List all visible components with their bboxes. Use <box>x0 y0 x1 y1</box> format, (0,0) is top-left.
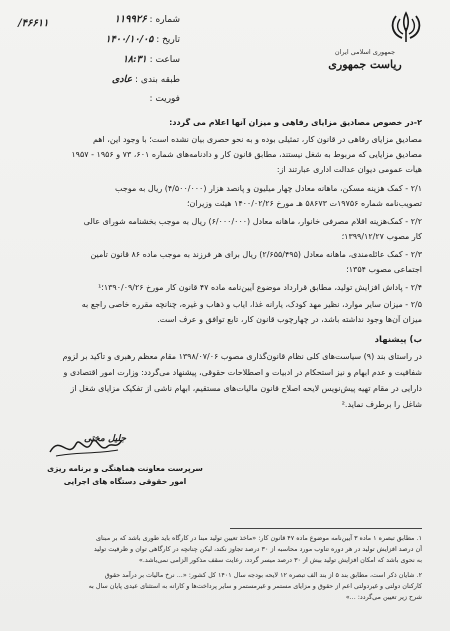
urgency-label: فوریت : <box>149 94 180 104</box>
number-value: ۱۱۹۹۲۶ <box>114 14 147 25</box>
classification-value: عادی <box>111 74 133 85</box>
footnote-line: کارکنان دولتی و غیردولتی اعم از حقوق و مزایای مستمر و غیرمستمر و سایر پرداخت‌ها و کارانه به استثنای عیدی پایان سال به <box>88 582 422 590</box>
item-line: ۲/۴ - پاداش افزایش تولید، مطابق قرارداد موضوع آیین‌نامه ماده ۴۷ قانون کار مورخ ۱۳۹۰/۰۹/۲۶؛¹ <box>98 283 422 292</box>
intro-line: مصادیق مزایای رفاهی در قانون کار، تمثیلی بوده و به نحو حصری بیان نشده است؛ با وجود این، اهم <box>92 135 422 144</box>
item-line: ۲/۲ - کمک‌هزینه اقلام مصرفی خانوار، ماهانه معادل (۶/۰۰۰/۰۰۰) ریال به موجب بخشنامه شورای عالی <box>83 217 422 226</box>
proposal-line: دارایی در مقام تهیه پیش‌نویس لایحه اصلاح قانون مالیات‌های مستقیم، ابهام ناشی از تفکیک مزایای شغل از <box>70 384 422 393</box>
item-line: میزان آن‌ها وجود نداشته باشد، در چهارچوب قانون کار، تابع توافق و عرف است. <box>157 315 422 324</box>
signature <box>40 430 210 500</box>
date-label: تاریخ : <box>156 35 180 45</box>
signatory-title-1: سرپرست معاونت هماهنگی و برنامه ریزی <box>47 464 203 473</box>
proposal-line: شفافیت و عدم ابهام و نیز استحکام در ادبیات و اصطلاحات حقوقی، پیشنهاد می‌گردد: وزارت امور اقتصادی و <box>63 368 422 377</box>
item-line: کار مصوب ۱۳۹۹/۱۲/۲۷؛ <box>341 232 422 241</box>
date-value: ۱۴۰۰/۱۰/۰۵ <box>105 34 154 45</box>
signatory-name: جلیل مختی <box>83 434 127 444</box>
signatory-title-2: امور حقوقی دستگاه های اجرایی <box>63 477 187 486</box>
time-value: ۱۸:۳۱ <box>122 54 147 65</box>
classification-field <box>60 74 180 85</box>
item-line: اجتماعی مصوب ۱۳۵۴؛ <box>346 265 422 274</box>
proposal-title: ب) پیشنهاد <box>374 335 422 345</box>
iran-emblem-icon <box>384 10 428 46</box>
time-label: ساعت : <box>149 55 180 65</box>
intro-line: مصادیق مزایایی که مربوط به شغل نیستند، مطابق قانون کار و دادنامه‌های شماره ۶۰۱، ۷۳ و ۱۹۵۶ - ۱۹۵۷ <box>71 150 422 159</box>
time-field <box>60 54 180 65</box>
classification-label: طبقه بندی : <box>135 75 180 85</box>
date-field <box>60 34 180 45</box>
urgency-field <box>60 94 180 104</box>
org-line-1: جمهوری اسلامی ایران <box>334 48 396 56</box>
footnote-line: به نحوی باشد که امکان افزایش تولید بیش از ۳۰ درصد میسر گردد، رعایت سقف مذکور الزامی نمی‌باشد.» <box>138 556 422 564</box>
corner-number: ۴۶۶۱۱/ <box>18 18 49 29</box>
item-line: تصویب‌نامه شماره ۱۹۷۵۶ت ۵۸۶۷۳ هـ مورخ ۱۴۰۰/۰۲/۲۶ هیئت وزیران؛ <box>187 199 422 208</box>
footnote-line: آن درصد افزایش تولید در هر دوره تناوب مورد محاسبه از ۳۰ درصد تجاوز نکند، لیکن چنانچه در کارگاهی توان و ظرفیت تولید <box>93 545 422 553</box>
section-title: ۲-در خصوص مصادیق مزایای رفاهی و میزان آنها اعلام می گردد: <box>169 118 422 127</box>
footnote-line: شرح زیر تعیین می‌گردد: ...» <box>345 593 422 601</box>
intro-line: هیأت عمومی دیوان عدالت اداری عبارتند از: <box>276 165 422 174</box>
item-line: ۲/۳ - کمک عائله‌مندی، ماهانه معادل (۲/۶۵۵/۴۹۵) ریال برای هر فرزند به موجب ماده ۸۶ قانون تأمین <box>90 250 422 259</box>
footnote-line: ۱. مطابق تبصره ۱ ماده ۳ آیین‌نامه موضوع ماده ۴۷ قانون کار: «ماخذ تعیین تولید مبنا در کارگاه باید طوری باشد که بر مبنای <box>96 534 422 542</box>
footnote-line: ۲. شایان ذکر است، مطابق بند ۵ از بند الف تبصره ۱۲ لایحه بودجه سال ۱۴۰۱ کل کشور: «... نرخ مالیات بر درآمد حقوق <box>104 571 422 579</box>
item-line: ۲/۱ - کمک هزینه مسکن، ماهانه معادل چهار میلیون و پانصد هزار (۴/۵۰۰/۰۰۰) ریال به موجب <box>115 184 422 193</box>
item-line: ۲/۵ - میزان سایر موارد، نظیر مهد کودک، یارانه غذا، ایاب و ذهاب و غیره، چنانچه مقرره خاصی راجع به <box>81 300 422 309</box>
number-field <box>60 14 180 25</box>
org-line-2: ریاست جمهوری <box>328 58 402 71</box>
number-label: شماره : <box>149 15 180 25</box>
proposal-line: در راستای بند (۹) سیاست‌های کلی نظام قانون‌گذاری مصوب ۱۳۹۸/۰۷/۰۶ مقام معظم رهبری و تأکید بر لزوم <box>62 352 422 361</box>
proposal-line: شاغل را برطرف نماید.² <box>341 400 422 409</box>
footnote-divider <box>230 528 422 529</box>
